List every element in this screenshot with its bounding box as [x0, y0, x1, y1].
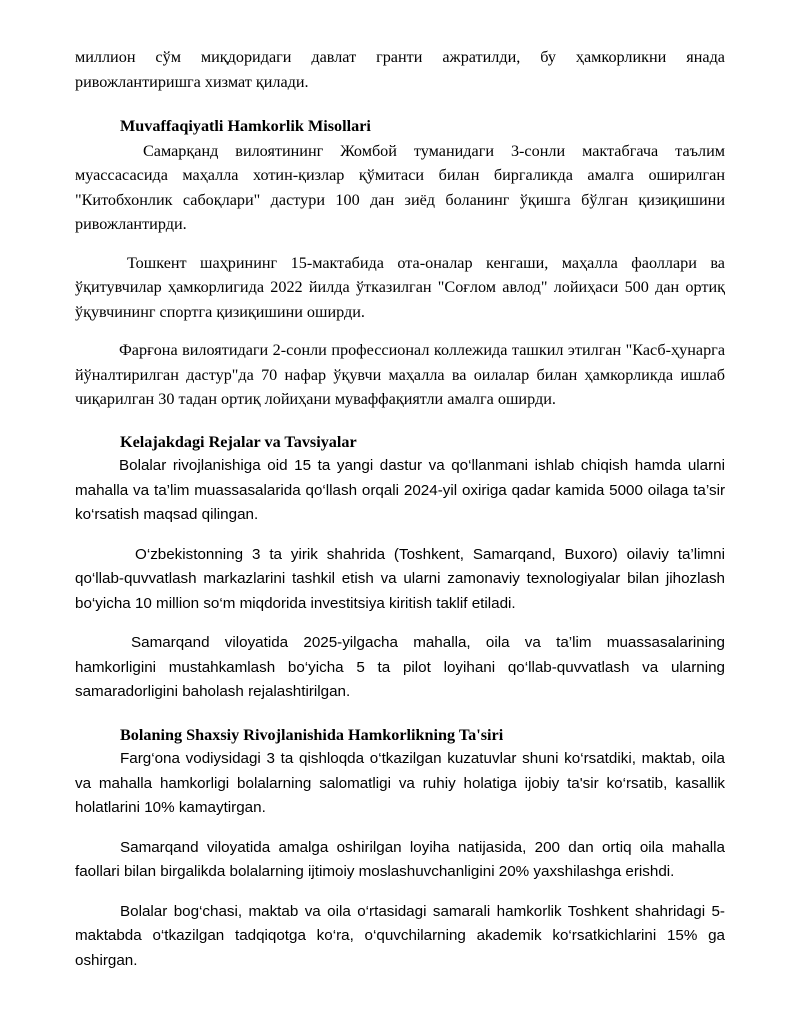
paragraph-new-programs: Bolalar rivojlanishiga oid 15 ta yangi dastur va qo‘llanmani ishlab chiqish hamda ularni mahalla va ta’lim muassasalarida qo‘llash orqali 2024-yil oxiriga qadar kamida 5000 oilaga ta’sir ko‘rsatish maqsad qilingan. [75, 457, 725, 523]
personal-development-body [75, 747, 725, 973]
intro-paragraph: миллион сўм миқдоридаги давлат гранти ажратилди, бу ҳамкорликни янада ривожлантиришга хизмат қилади. [75, 48, 725, 91]
section-heading-personal-development: Bolaning Shaxsiy Rivojlanishida Hamkorlikning Ta'siri [120, 725, 504, 744]
paragraph-tashkent-research: Bolalar bog‘chasi, maktab va oila o‘rtasidagi samarali hamkorlik Toshkent shahridagi 5-maktabda o‘tkazilgan tadqiqotga ko‘ra, o‘quvchilarning akademik ko‘rsatkichlarini 15% ga oshirgan. [75, 902, 725, 969]
paragraph-samarkand-project: Samarqand viloyatida amalga oshirilgan loyiha natijasida, 200 dan ortiq oila mahalla faollari bilan birgalikda bolalarning ijtimoiy moslashuvchanligini 20% yaxshilashga erishdi. [75, 838, 725, 880]
paragraph-pilot-projects: Samarqand viloyatida 2025-yilgacha mahalla, oila va ta’lim muassasalarining hamkorligini mustahkamlash bo‘yicha 5 ta pilot loyihani qo‘llab-quvvatlash va ularning samaradorligini baholash rejalashtirilgan. [75, 634, 725, 700]
document-page [75, 0, 725, 1035]
section-heading-success-examples: Muvaffaqiyatli Hamkorlik Misollari [120, 117, 371, 135]
paragraph-tashkent-school: Тошкент шаҳрининг 15-мактабида ота-оналар кенгаши, маҳалла фаоллари ва ўқитувчилар ҳамкорлигида 2022 йилда ўтказилган "Соғлом авлод" лойиҳаси 500 дан ортиқ ўқувчининг спортга қизиқишини оширди. [75, 253, 725, 321]
paragraph-fergana-valley: Farg‘ona vodiysidagi 3 ta qishloqda o‘tkazilgan kuzatuvlar shuni ko‘rsatdiki, maktab, oila va mahalla hamkorligi bolalarning salomatligi va ruhiy holatiga ijobiy ta'sir ko‘rsatib, kasallik holatlarini 10% kamaytirgan. [75, 750, 725, 816]
paragraph-support-centers: O‘zbekistonning 3 ta yirik shahrida (Toshkent, Samarqand, Buxoro) oilaviy ta’limni qo‘llab-quvvatlash markazlarini tashkil etish va ularni zamonaviy texnologiyalar bilan jihozlash bo‘yicha 10 million so‘m miqdorida investitsiya kiritish taklif etiladi. [75, 545, 725, 612]
future-plans-body [75, 454, 725, 705]
paragraph-fergana-college: Фарғона вилоятидаги 2-сонли профессионал коллежида ташкил этилган "Касб-ҳунарга йўналтирилган дастур"да 70 нафар ўқувчи маҳалла ва оилалар билан ҳамкорликда ишлаб чиқарилган 30 тадан ортиқ лойиҳани муваффақиятли амалга оширди. [75, 341, 725, 408]
section-heading-future-plans: Kelajakdagi Rejalar va Tavsiyalar [120, 432, 357, 451]
paragraph-samarkand-kindergarten: Самарқанд вилоятининг Жомбой туманидаги 3-сонли мактабгача таълим муассасасида маҳалла хотин-қизлар қўмитаси билан биргаликда амалга оширилган "Китобхонлик сабоқлари" дастури 100 дан зиёд боланинг ўқишга бўлган қизиқишини ривожлантирди. [75, 141, 725, 233]
